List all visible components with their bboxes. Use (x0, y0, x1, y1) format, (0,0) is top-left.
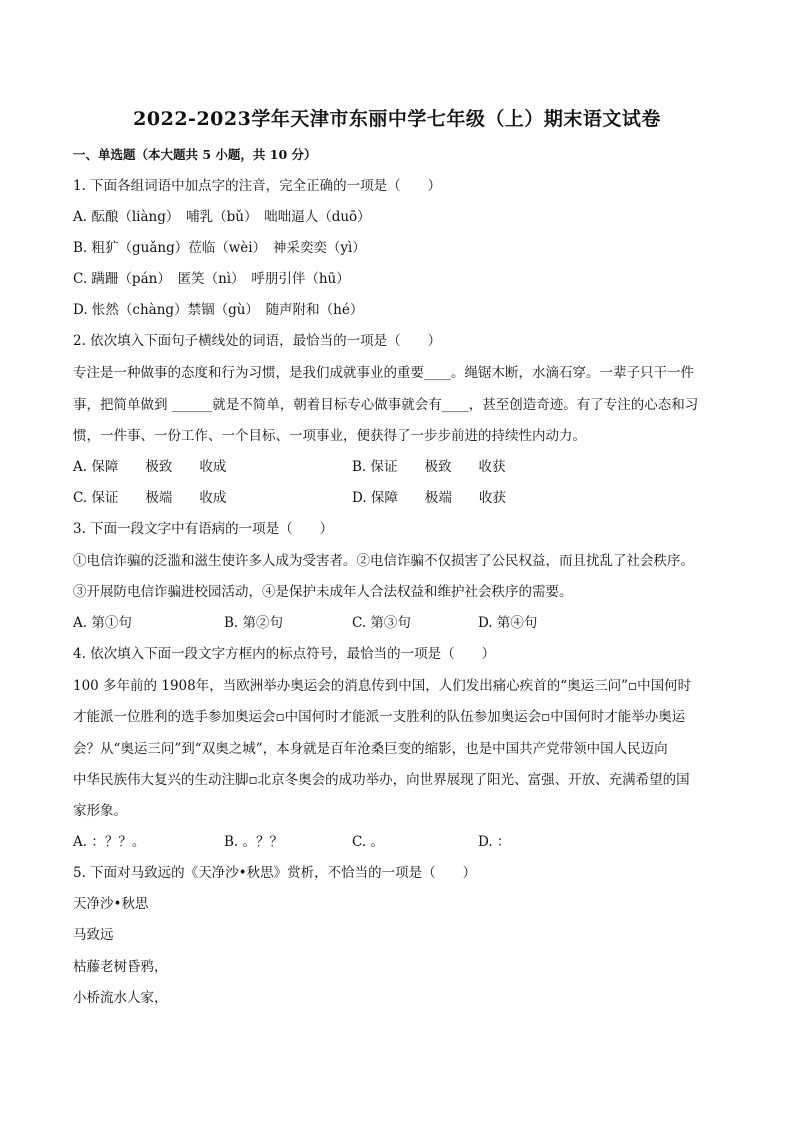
question-2-option-c: C. 保证 极端 收成 (73, 490, 227, 506)
question-3-stem: 3. 下面一段文字中有语病的一项是（ ） (73, 521, 334, 537)
question-2-stem: 2. 依次填入下面句子横线处的词语，最恰当的一项是（ ） (73, 333, 442, 349)
section-heading: 一、单选题（本大题共 5 小题，共 10 分） (73, 147, 317, 162)
question-4-option-d: D. ： (478, 834, 511, 850)
question-2-option-d: D. 保障 极端 收获 (352, 490, 506, 506)
question-3-option-d: D. 第④句 (478, 615, 538, 631)
question-5-stem: 5. 下面对马致远的《天净沙•秋思》赏析，不恰当的一项是（ ） (73, 865, 477, 881)
question-3-option-b: B. 第②句 (224, 615, 284, 631)
question-2-passage-line: 惯，一件事、一份工作、一个目标、一项事业，便获得了一步步前进的持续性内动力。 (73, 428, 586, 444)
question-4-option-c: C. 。 (352, 834, 384, 850)
poem-line: 小桥流水人家， (73, 990, 168, 1006)
question-4-option-b: B. 。？？ (224, 834, 284, 850)
question-4-passage-line: 家形象。 (73, 803, 127, 819)
question-4-passage-line: 才能派一位胜利的选手参加奥运会▫中国何时才能派一支胜利的队伍参加奥运会▫中国何时才能举办奥运 (73, 709, 686, 725)
question-1-stem: 1. 下面各组词语中加点字的注音，完全正确的一项是（ ） (73, 178, 442, 194)
question-1-option-a: A. 酝酿（liàng） 哺乳（bǔ） 咄咄逼人（duō） (73, 209, 371, 225)
question-3-option-c: C. 第③句 (352, 615, 411, 631)
question-2-passage-line: 专注是一种做事的态度和行为习惯，是我们成就事业的重要____。绳锯木断，水滴石穿。一辈子只干一件 (73, 365, 694, 381)
poem-author: 马致远 (73, 927, 114, 943)
question-1-option-b: B. 粗犷（guǎng）莅临（wèi） 神采奕奕（yì） (73, 240, 366, 256)
question-2-option-a: A. 保障 极致 收成 (73, 459, 227, 475)
question-2-option-b: B. 保证 极致 收获 (352, 459, 506, 475)
question-4-passage-line: 100 多年前的 1908年，当欧洲举办奥运会的消息传到中国，人们发出痛心疾首的“奥运三问”▫中国何时 (73, 678, 692, 694)
poem-line: 枯藤老树昏鸦， (73, 959, 168, 975)
question-4-passage-line: 会？从“奥运三问”到“双奥之城”，本身就是百年沧桑巨变的缩影，也是中国共产党带领中国人民迈向 (73, 741, 668, 757)
question-3-option-a: A. 第①句 (73, 615, 132, 631)
question-1-option-c: C. 蹒跚（pán） 匿笑（nì） 呼朋引伴（hū） (73, 271, 350, 287)
question-3-passage-line: ①电信诈骗的泛滥和滋生使许多人成为受害者。②电信诈骗不仅损害了公民权益，而且扰乱了社会秩序。 (73, 553, 694, 569)
page-title: 2022-2023学年天津市东丽中学七年级（上）期末语文试卷 (133, 108, 661, 130)
question-4-stem: 4. 依次填入下面一段文字方框内的标点符号，最恰当的一项是（ ） (73, 646, 496, 662)
question-3-passage-line: ③开展防电信诈骗进校园活动，④是保护未成年人合法权益和维护社会秩序的需要。 (73, 584, 573, 600)
question-1-option-d: D. 怅然（chàng）禁锢（gù） 随声附和（hé） (73, 302, 364, 318)
poem-title: 天净沙•秋思 (73, 896, 149, 912)
question-2-passage-line: 事，把简单做到 ______就是不简单，朝着目标专心做事就会有____，甚至创造奇迹。有了专注的心态和习 (73, 397, 699, 413)
question-4-option-a: A. ：？？。 (73, 834, 146, 850)
question-4-passage-line: 中华民族伟大复兴的生动注脚▫北京冬奥会的成功举办，向世界展现了阳光、富强、开放、充满希望的国 (73, 772, 690, 788)
